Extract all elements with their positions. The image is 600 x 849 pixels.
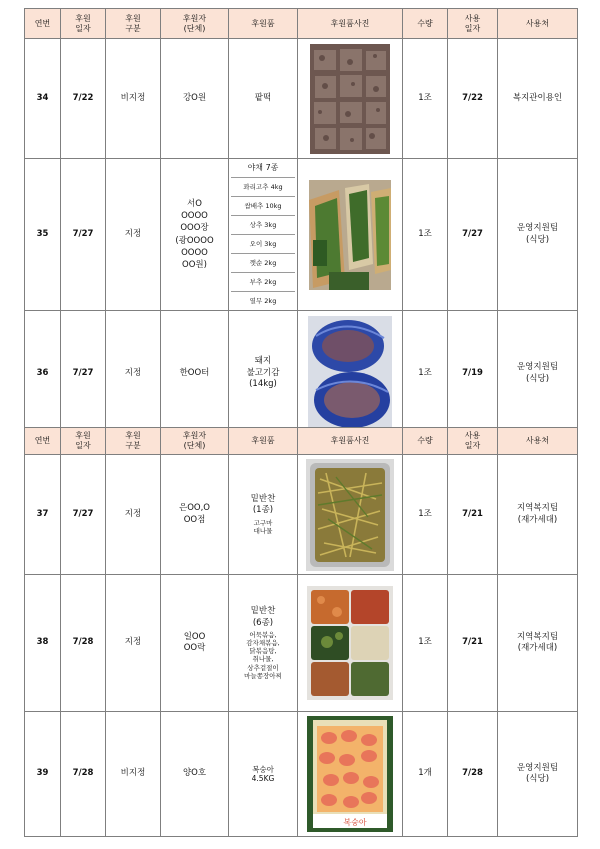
row-use-date: 7/21 (448, 575, 498, 712)
row-date: 7/28 (61, 712, 106, 837)
header-donor: 후원자 (단체) (161, 428, 229, 455)
row-date: 7/28 (61, 575, 106, 712)
donation-table-2 (24, 427, 578, 837)
header-item: 후원품 (229, 9, 298, 39)
row-item: 팥떡 (229, 39, 298, 159)
row-donor: 은OO,O OO점 (161, 455, 229, 575)
row-no: 34 (25, 39, 61, 159)
header-type: 후원 구분 (106, 9, 161, 39)
row-photo (298, 39, 403, 159)
row-qty: 1조 (403, 159, 448, 311)
header-row (25, 428, 578, 455)
header-item: 후원품 (229, 428, 298, 455)
list-item: 열무 2kg (249, 297, 277, 305)
header-qty: 수량 (403, 428, 448, 455)
table-row (25, 712, 578, 837)
row-donor: 일OO OO락 (161, 575, 229, 712)
header-dest: 사용처 (498, 9, 578, 39)
row-dest: 지역복지팀 (재가세대) (498, 575, 578, 712)
list-item: 오이 3kg (231, 235, 295, 254)
row-type: 비지정 (106, 39, 161, 159)
row-type: 지정 (106, 311, 161, 437)
header-row (25, 9, 578, 39)
six-side-dishes-photo (307, 586, 393, 700)
row-qty: 1조 (403, 575, 448, 712)
list-item: 야채 7종 (231, 159, 295, 178)
table-row (25, 39, 578, 159)
header-photo: 후원품사진 (298, 9, 403, 39)
header-no: 연번 (25, 428, 61, 455)
row-donor: 서O OOOO OOO장 (광OOOO OOOO OO원) (161, 159, 229, 311)
item-main: 밑반찬 (6종) (250, 606, 276, 628)
item-main: 밑반찬 (1종) (250, 493, 276, 516)
header-no: 연번 (25, 9, 61, 39)
row-item (229, 712, 298, 837)
row-no: 39 (25, 712, 61, 837)
header-donor: 후원자 (단체) (161, 9, 229, 39)
list-item: 꽈리고추 4kg (231, 178, 295, 197)
row-no: 38 (25, 575, 61, 712)
header-qty: 수량 (403, 9, 448, 39)
row-type: 지정 (106, 455, 161, 575)
row-dest: 운영지원팀 (식당) (498, 712, 578, 837)
row-type: 지정 (106, 159, 161, 311)
row-date: 7/27 (61, 455, 106, 575)
list-item: 부추 2kg (231, 273, 295, 292)
row-dest: 운영지원팀 (식당) (498, 159, 578, 311)
item-detail: 고구마 대나물 (253, 518, 273, 535)
row-no: 36 (25, 311, 61, 437)
header-photo: 후원품사진 (298, 428, 403, 455)
peach-box-photo (307, 716, 393, 832)
header-dest: 사용처 (498, 428, 578, 455)
item-main: 복숭아 4.5KG (251, 764, 275, 783)
list-item: 쌈배추 10kg (231, 197, 295, 216)
header-date: 후원 일자 (61, 428, 106, 455)
row-donor: 양O호 (161, 712, 229, 837)
rice-cake-photo (310, 44, 390, 154)
list-item: 상추 3kg (231, 216, 295, 235)
row-photo (298, 455, 403, 575)
row-no: 37 (25, 455, 61, 575)
row-donor: 한OO터 (161, 311, 229, 437)
row-item: 돼지 불고기감 (14kg) (229, 311, 298, 437)
row-use-date: 7/19 (448, 311, 498, 437)
row-use-date: 7/27 (448, 159, 498, 311)
donation-table-1 (24, 8, 578, 437)
row-donor: 강O원 (161, 39, 229, 159)
row-use-date: 7/22 (448, 39, 498, 159)
header-date: 후원 일자 (61, 9, 106, 39)
row-use-date: 7/28 (448, 712, 498, 837)
vegetable-boxes-photo (309, 180, 391, 290)
row-no: 35 (25, 159, 61, 311)
table-row (25, 455, 578, 575)
list-item: 깻순 2kg (231, 254, 295, 273)
row-item (229, 575, 298, 712)
side-dish-tray-photo (306, 459, 394, 571)
row-date: 7/27 (61, 159, 106, 311)
header-use-date: 사용 일자 (448, 428, 498, 455)
row-photo (298, 311, 403, 437)
row-use-date: 7/21 (448, 455, 498, 575)
row-type: 지정 (106, 575, 161, 712)
pork-bags-photo (308, 316, 392, 432)
table-row (25, 159, 578, 311)
row-item (229, 455, 298, 575)
row-qty: 1조 (403, 455, 448, 575)
row-type: 비지정 (106, 712, 161, 837)
row-date: 7/22 (61, 39, 106, 159)
table-row (25, 311, 578, 437)
item-detail: 어묵볶음, 감자채볶음, 닭볶음탕, 취나물, 상추겉절이 마늘쫑장아찌 (244, 631, 282, 680)
row-qty: 1조 (403, 311, 448, 437)
row-dest: 복지관이용인 (498, 39, 578, 159)
row-qty: 1개 (403, 712, 448, 837)
row-photo (298, 159, 403, 311)
peach-box-label: 복숭아 (343, 818, 367, 827)
row-photo (298, 712, 403, 837)
row-item-list (229, 159, 298, 311)
table-row (25, 575, 578, 712)
row-qty: 1조 (403, 39, 448, 159)
row-date: 7/27 (61, 311, 106, 437)
header-type: 후원 구분 (106, 428, 161, 455)
row-dest: 운영지원팀 (식당) (498, 311, 578, 437)
row-dest: 지역복지팀 (재가세대) (498, 455, 578, 575)
header-use-date: 사용 일자 (448, 9, 498, 39)
row-photo (298, 575, 403, 712)
